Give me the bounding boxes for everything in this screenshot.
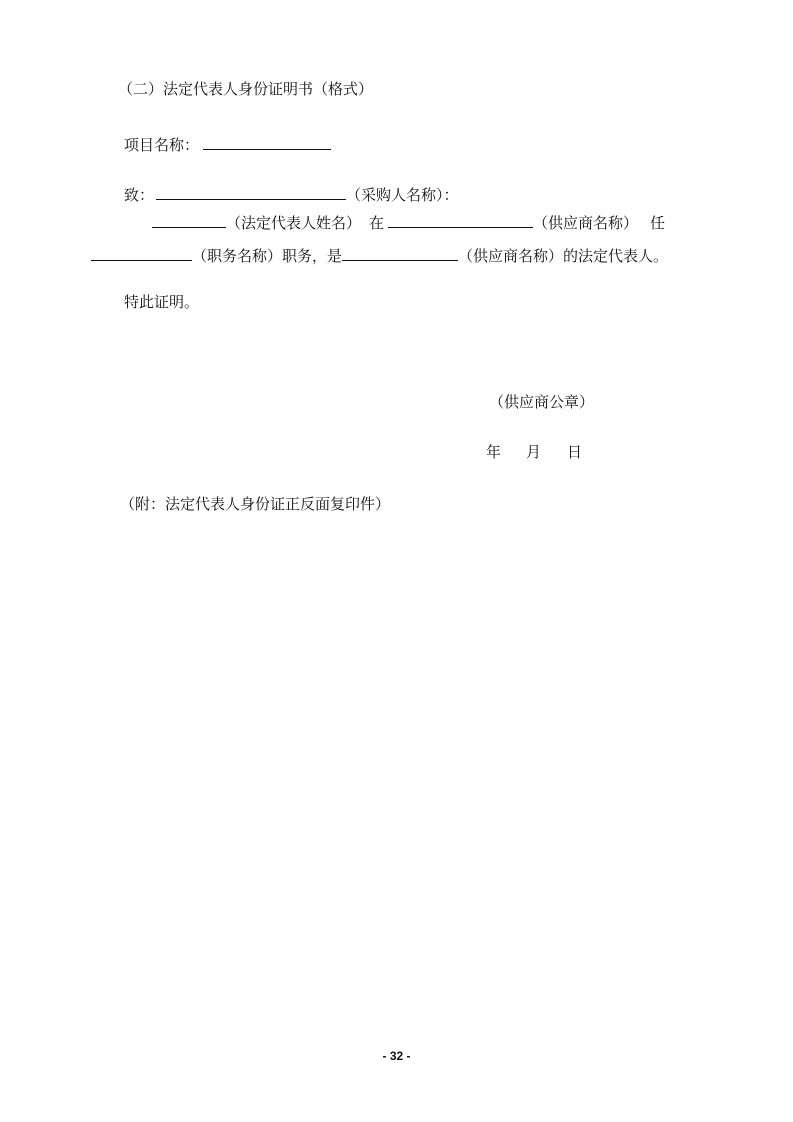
date-day: 日 bbox=[567, 443, 583, 461]
supplier-seal-text: （供应商公章） bbox=[489, 393, 595, 411]
representative-row bbox=[152, 212, 665, 232]
document-heading: （二）法定代表人身份证明书（格式） bbox=[118, 80, 374, 98]
supplier-hint-1: （供应商名称） bbox=[533, 214, 639, 232]
date-row bbox=[486, 442, 582, 462]
to-label: 致： bbox=[124, 186, 155, 204]
page-number: - 32 - bbox=[382, 1049, 411, 1063]
date-month: 月 bbox=[526, 443, 542, 461]
supplier-name-blank-2[interactable] bbox=[342, 245, 458, 261]
position-blank[interactable] bbox=[91, 245, 192, 261]
position-hint: （职务名称）职务，是 bbox=[192, 247, 343, 265]
attachment-note: （附：法定代表人身份证正反面复印件） bbox=[120, 495, 391, 513]
purchaser-name-blank[interactable] bbox=[156, 184, 346, 200]
rep-name-hint: （法定代表人姓名） bbox=[226, 214, 362, 232]
certify-text: 特此证明。 bbox=[124, 293, 200, 311]
purchaser-hint: （采购人名称）： bbox=[346, 186, 459, 204]
project-name-row bbox=[124, 134, 331, 154]
position-row bbox=[91, 245, 668, 265]
date-year: 年 bbox=[486, 443, 502, 461]
serve-text: 任 bbox=[650, 214, 666, 232]
project-name-label: 项目名称： bbox=[124, 136, 200, 154]
addressee-row bbox=[124, 184, 459, 204]
project-name-blank[interactable] bbox=[203, 134, 331, 150]
at-text: 在 bbox=[369, 214, 385, 232]
rep-name-blank[interactable] bbox=[152, 212, 226, 228]
supplier-name-blank-1[interactable] bbox=[388, 212, 533, 228]
supplier-hint-2: （供应商名称）的法定代表人。 bbox=[458, 247, 669, 265]
